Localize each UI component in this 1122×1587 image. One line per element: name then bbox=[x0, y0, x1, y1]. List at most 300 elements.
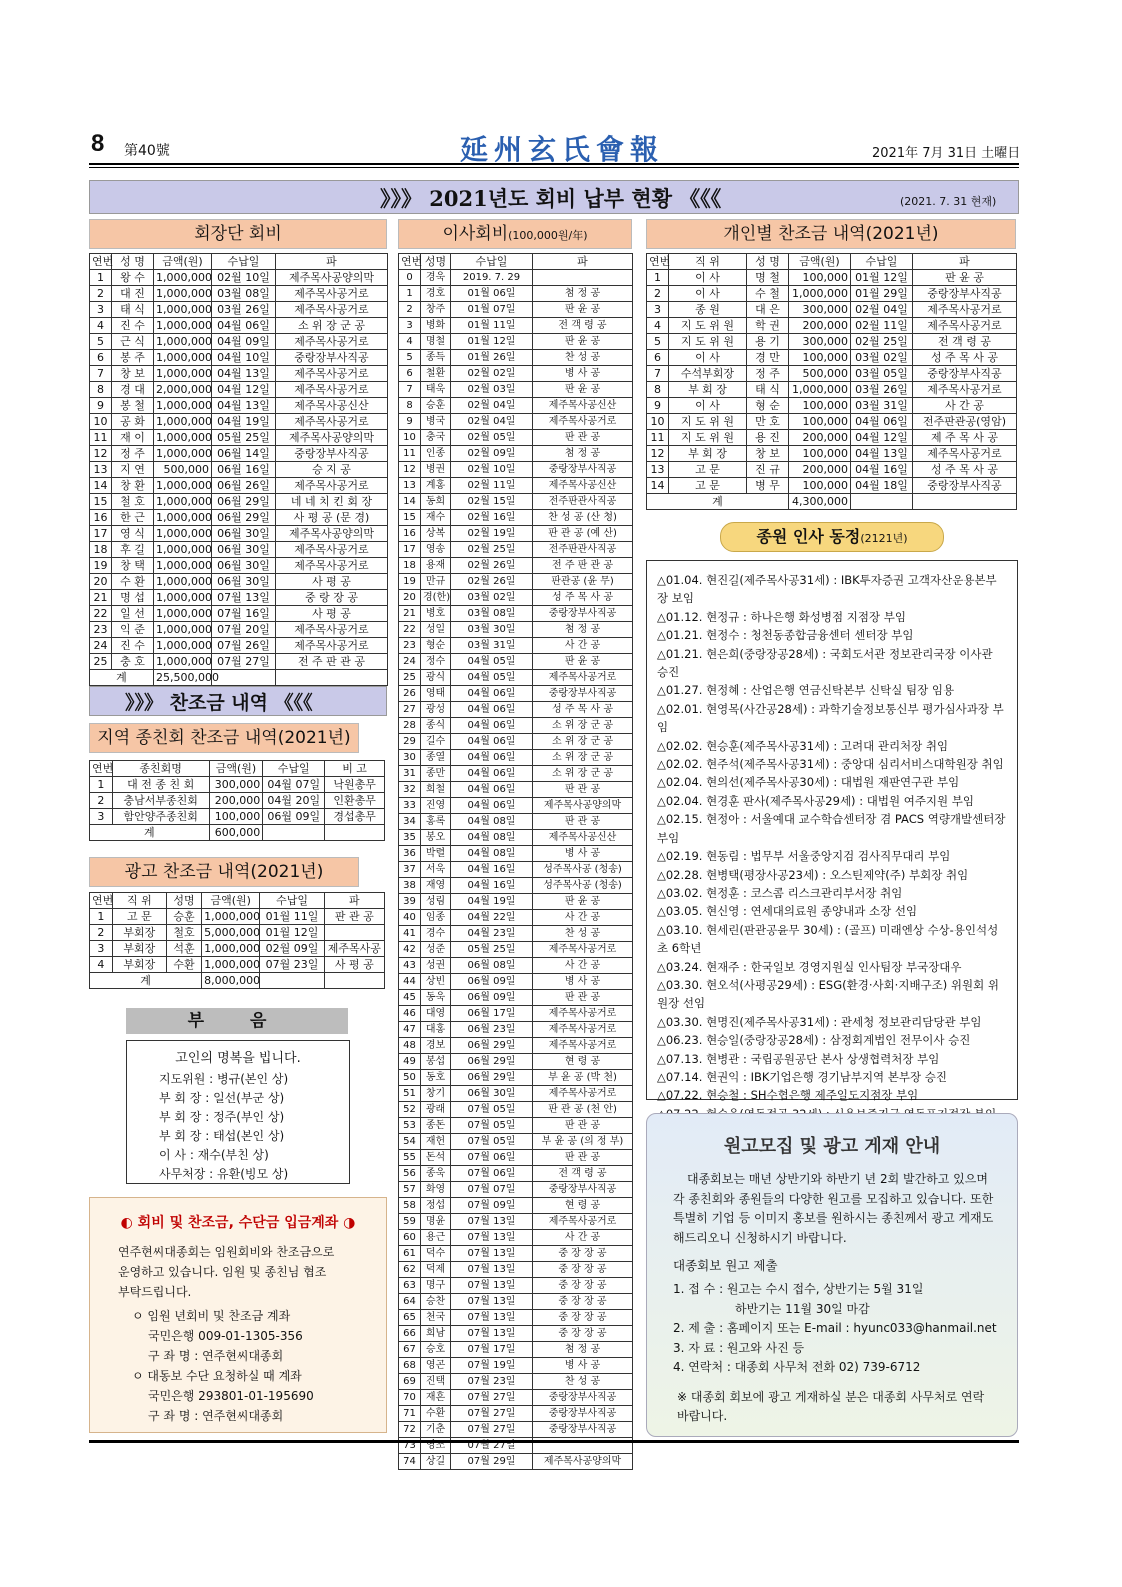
personnel-title: 종원 인사 동정 bbox=[756, 527, 861, 546]
obituary-entry: 사무처장 : 유환(빙모 상) bbox=[159, 1167, 289, 1181]
table-cell: 06월 23일 bbox=[451, 1022, 533, 1038]
table-header-cell: 파 bbox=[324, 893, 384, 909]
table-cell: 25 bbox=[90, 654, 112, 670]
table-cell: 100,000 bbox=[789, 414, 851, 430]
table-cell: 승훈 bbox=[421, 398, 451, 414]
table-row bbox=[90, 638, 388, 654]
table-header-cell: 비 고 bbox=[325, 761, 385, 777]
account-title: ◐ 회비 및 찬조금, 수단금 입금계좌 ◑ bbox=[120, 1215, 356, 1231]
table-cell: 사 간 공 bbox=[533, 638, 633, 654]
table-cell: 1,000,000 bbox=[154, 334, 212, 350]
table-cell: 36 bbox=[399, 846, 421, 862]
personnel-item: △02.04. 현의선(제주목사공30세) : 대법원 재판연구관 부임 bbox=[657, 775, 960, 790]
table-header-cell: 금액(원) bbox=[209, 761, 263, 777]
table-cell: 06월 29일 bbox=[212, 510, 276, 526]
table-row bbox=[399, 526, 633, 542]
table-cell: 인종 bbox=[421, 446, 451, 462]
table-cell: 제주목사공거로 bbox=[913, 382, 1017, 398]
table-cell: 19 bbox=[90, 558, 112, 574]
table-header-cell: 수납일 bbox=[260, 893, 324, 909]
table-row bbox=[90, 462, 388, 478]
table-cell: 제주목사공거로 bbox=[276, 638, 388, 654]
table-cell: 첨 정 공 bbox=[533, 286, 633, 302]
table-cell: 중 장 장 공 bbox=[533, 1262, 633, 1278]
table-cell: 02월 02일 bbox=[451, 366, 533, 382]
table-cell: 2 bbox=[90, 793, 113, 809]
table-cell: 덕수 bbox=[421, 1246, 451, 1262]
total-value: 25,500,000 bbox=[154, 670, 212, 686]
table-cell: 37 bbox=[399, 862, 421, 878]
table-cell: 06월 09일 bbox=[263, 809, 325, 825]
issue-date: 2021年 7月 31日 土曜日 bbox=[872, 146, 1021, 161]
table-cell: 경호 bbox=[421, 286, 451, 302]
table-row bbox=[399, 734, 633, 750]
table-cell: 중랑장부사직공 bbox=[533, 1422, 633, 1438]
table-cell: 인환총무 bbox=[325, 793, 385, 809]
table-row bbox=[399, 1182, 633, 1198]
table-cell: 25 bbox=[399, 670, 421, 686]
table-cell: 전주판관사직공 bbox=[533, 542, 633, 558]
table-header-cell: 금액(원) bbox=[789, 254, 851, 270]
table-cell: 46 bbox=[399, 1006, 421, 1022]
table-cell: 사 평 공 bbox=[276, 574, 388, 590]
table-row bbox=[90, 430, 388, 446]
table-cell: 경(한) bbox=[421, 590, 451, 606]
table-cell: 명철 bbox=[421, 334, 451, 350]
table-header-cell: 파 bbox=[276, 254, 388, 270]
table-cell: 중랑장부사직공 bbox=[533, 1390, 633, 1406]
table-cell: 1,000,000 bbox=[154, 414, 212, 430]
table-cell: 12 bbox=[647, 446, 669, 462]
table-row bbox=[399, 878, 633, 894]
table-cell: 중 랑 장 공 bbox=[276, 590, 388, 606]
table-cell: 중랑장부사직공 bbox=[533, 1182, 633, 1198]
table-cell: 04월 12일 bbox=[212, 382, 276, 398]
table-cell: 1,000,000 bbox=[154, 270, 212, 286]
table-row bbox=[90, 558, 388, 574]
personnel-item: △02.04. 현경훈 판사(제주목사공29세) : 대법원 여주지원 부임 bbox=[657, 793, 975, 808]
table-cell: 소 위 장 군 공 bbox=[533, 750, 633, 766]
personnel-box bbox=[646, 560, 1018, 1103]
table-row bbox=[647, 446, 1017, 462]
table-cell: 서욱 bbox=[421, 862, 451, 878]
obituary-entry: 이 사 : 재수(부친 상) bbox=[159, 1148, 269, 1162]
table-cell: 계홍 bbox=[421, 478, 451, 494]
table-row bbox=[399, 974, 633, 990]
table-cell: 52 bbox=[399, 1102, 421, 1118]
personnel-item: △03.05. 현신영 : 연세대의료원 종양내과 소장 선임 bbox=[657, 904, 918, 919]
table-cell: 홍록 bbox=[421, 814, 451, 830]
total-value: 4,300,000 bbox=[789, 494, 851, 510]
director-fees-title-box bbox=[398, 219, 632, 249]
table-cell: 제주목사공거로 bbox=[276, 286, 388, 302]
table-cell: 07월 26일 bbox=[212, 638, 276, 654]
account-item: 국민은행 293801-01-195690 bbox=[148, 1389, 314, 1403]
table-cell: 11 bbox=[90, 430, 112, 446]
table-cell: 성주목사공 (청송) bbox=[533, 862, 633, 878]
table-cell: 03월 08일 bbox=[451, 606, 533, 622]
table-cell bbox=[325, 825, 385, 841]
table-row bbox=[399, 766, 633, 782]
table-row bbox=[399, 1038, 633, 1054]
table-row bbox=[399, 718, 633, 734]
account-text-line: 연주현씨대종회는 임원회비와 찬조금으로 bbox=[118, 1245, 335, 1259]
table-cell: 05월 25일 bbox=[451, 942, 533, 958]
table-row bbox=[90, 350, 388, 366]
leadership-fees-title: 회장단 회비 bbox=[89, 219, 387, 249]
table-cell: 학 권 bbox=[747, 318, 789, 334]
table-cell: 66 bbox=[399, 1326, 421, 1342]
obituary-entry: 부 회 장 : 태섭(본인 상) bbox=[159, 1129, 285, 1143]
table-row bbox=[90, 622, 388, 638]
table-cell: 04월 05일 bbox=[451, 670, 533, 686]
table-cell: 정 주 bbox=[112, 446, 154, 462]
table-cell: 04월 06일 bbox=[212, 318, 276, 334]
table-cell: 철환 bbox=[421, 366, 451, 382]
table-cell: 전 주 판 관 공 bbox=[276, 654, 388, 670]
table-cell: 수환 bbox=[421, 1406, 451, 1422]
table-cell: 04월 08일 bbox=[451, 814, 533, 830]
table-cell: 11 bbox=[647, 430, 669, 446]
recruit-sub: 대종회보 원고 제출 bbox=[673, 1258, 778, 1273]
table-row bbox=[399, 590, 633, 606]
table-cell bbox=[324, 973, 384, 989]
table-cell: 22 bbox=[399, 622, 421, 638]
table-cell: 창 환 bbox=[112, 478, 154, 494]
table-cell: 성권 bbox=[421, 958, 451, 974]
table-cell: 62 bbox=[399, 1262, 421, 1278]
table-cell: 승 지 공 bbox=[276, 462, 388, 478]
table-cell: 태욱 bbox=[421, 382, 451, 398]
table-cell: 11 bbox=[399, 446, 421, 462]
table-cell: 04월 16일 bbox=[451, 878, 533, 894]
table-cell: 병화 bbox=[421, 318, 451, 334]
table-cell: 창 택 bbox=[112, 558, 154, 574]
table-cell: 박렬 bbox=[421, 846, 451, 862]
table-cell: 대홍 bbox=[421, 1022, 451, 1038]
table-cell: 9 bbox=[90, 398, 112, 414]
table-cell: 일 선 bbox=[112, 606, 154, 622]
table-header-cell: 연번 bbox=[90, 893, 113, 909]
table-cell: 07월 17일 bbox=[451, 1342, 533, 1358]
table-cell: 32 bbox=[399, 782, 421, 798]
table-cell: 1,000,000 bbox=[154, 286, 212, 302]
table-cell: 병국 bbox=[421, 414, 451, 430]
table-cell: 55 bbox=[399, 1150, 421, 1166]
table-cell: 4 bbox=[399, 334, 421, 350]
table-row bbox=[399, 1422, 633, 1438]
table-cell: 판 윤 공 bbox=[533, 894, 633, 910]
table-cell: 74 bbox=[399, 1454, 421, 1470]
table-row bbox=[399, 414, 633, 430]
table-cell: 14 bbox=[647, 478, 669, 494]
table-cell: 소 위 장 군 공 bbox=[533, 718, 633, 734]
table-row bbox=[647, 286, 1017, 302]
table-cell: 중랑장부사직공 bbox=[533, 606, 633, 622]
table-row bbox=[399, 1454, 633, 1470]
table-cell: 2,000,000 bbox=[154, 382, 212, 398]
table-cell: 전 객 령 공 bbox=[533, 318, 633, 334]
table-cell: 43 bbox=[399, 958, 421, 974]
total-label: 계 bbox=[90, 670, 154, 686]
table-header-cell: 성명 bbox=[421, 254, 451, 270]
table-row bbox=[647, 302, 1017, 318]
table-cell: 2019. 7. 29 bbox=[451, 270, 533, 286]
table-cell: 07월 27일 bbox=[451, 1438, 533, 1454]
table-cell: 06월 09일 bbox=[451, 990, 533, 1006]
table-row bbox=[399, 318, 633, 334]
table-cell: 만 호 bbox=[747, 414, 789, 430]
table-cell: 전 객 령 공 bbox=[913, 334, 1017, 350]
table-cell: 300,000 bbox=[789, 302, 851, 318]
table-cell: 69 bbox=[399, 1374, 421, 1390]
table-row bbox=[399, 446, 633, 462]
table-row bbox=[399, 1326, 633, 1342]
table-cell: 07월 20일 bbox=[212, 622, 276, 638]
total-label: 계 bbox=[90, 825, 210, 841]
table-cell bbox=[260, 973, 324, 989]
table-row bbox=[399, 1166, 633, 1182]
table-cell: 제주목사공거로 bbox=[276, 366, 388, 382]
table-row bbox=[647, 382, 1017, 398]
table-cell: 7 bbox=[399, 382, 421, 398]
table-row bbox=[399, 350, 633, 366]
personnel-item: △02.15. 현정아 : 서울예대 교수학습센터장 겸 PACS 역량개발센터장 부임 bbox=[657, 812, 1006, 845]
table-cell: 07월 13일 bbox=[451, 1262, 533, 1278]
table-cell: 판 관 공 (천 안) bbox=[533, 1102, 633, 1118]
table-cell: 재헌 bbox=[421, 1134, 451, 1150]
table-cell: 23 bbox=[90, 622, 112, 638]
table-cell: 02월 04일 bbox=[451, 398, 533, 414]
table-cell: 03월 02일 bbox=[451, 590, 533, 606]
table-header-cell: 연번 bbox=[399, 254, 421, 270]
table-cell: 8 bbox=[647, 382, 669, 398]
table-cell: 04월 06일 bbox=[451, 686, 533, 702]
table-row bbox=[90, 574, 388, 590]
table-cell: 철호 bbox=[166, 925, 201, 941]
table-cell: 01월 11일 bbox=[451, 318, 533, 334]
table-cell: 명구 bbox=[421, 1278, 451, 1294]
table-row bbox=[399, 1006, 633, 1022]
table-cell: 53 bbox=[399, 1118, 421, 1134]
table-row bbox=[399, 366, 633, 382]
table-header-cell: 성 명 bbox=[747, 254, 789, 270]
table-cell: 명 섭 bbox=[112, 590, 154, 606]
table-cell: 사 간 공 bbox=[913, 398, 1017, 414]
table-cell: 1,000,000 bbox=[154, 590, 212, 606]
table-cell: 21 bbox=[399, 606, 421, 622]
table-cell: 지 도 위 원 bbox=[669, 430, 747, 446]
table-cell: 이 사 bbox=[669, 286, 747, 302]
table-cell: 4 bbox=[90, 318, 112, 334]
table-cell: 1,000,000 bbox=[154, 494, 212, 510]
table-cell: 충 호 bbox=[112, 654, 154, 670]
table-cell: 진 규 bbox=[747, 462, 789, 478]
table-cell: 전 객 령 공 bbox=[533, 1166, 633, 1182]
table-cell: 판 관 공 bbox=[324, 909, 384, 925]
table-cell: 수석부회장 bbox=[669, 366, 747, 382]
table-cell: 50 bbox=[399, 1070, 421, 1086]
table-cell: 04월 16일 bbox=[451, 862, 533, 878]
recruit-items bbox=[673, 1280, 1017, 1378]
table-cell: 28 bbox=[399, 718, 421, 734]
table-cell: 1 bbox=[90, 909, 113, 925]
table-cell: 첨 정 공 bbox=[533, 1342, 633, 1358]
table-cell: 중 장 장 공 bbox=[533, 1326, 633, 1342]
table-header-cell: 수납일 bbox=[212, 254, 276, 270]
table-cell: 02월 25일 bbox=[851, 334, 913, 350]
table-cell: 3 bbox=[90, 302, 112, 318]
table-cell: 07월 23일 bbox=[451, 1374, 533, 1390]
table-header-cell: 연번 bbox=[90, 254, 112, 270]
table-row bbox=[399, 542, 633, 558]
table-cell: 1,000,000 bbox=[154, 350, 212, 366]
table-cell: 제주목사공신산 bbox=[533, 830, 633, 846]
table-cell: 06월 08일 bbox=[451, 958, 533, 974]
table-cell: 종식 bbox=[421, 718, 451, 734]
table-cell: 제주목사공거로 bbox=[533, 1038, 633, 1054]
table-cell: 제주목사공거로 bbox=[276, 302, 388, 318]
table-cell: 병 사 공 bbox=[533, 974, 633, 990]
obituary-box bbox=[126, 1040, 350, 1184]
table-row bbox=[399, 846, 633, 862]
table-cell: 04월 06일 bbox=[451, 798, 533, 814]
table-cell: 희철 bbox=[421, 782, 451, 798]
table-row bbox=[90, 957, 385, 973]
table-cell: 병 사 공 bbox=[533, 846, 633, 862]
table-cell: 06월 14일 bbox=[212, 446, 276, 462]
obituary-entry: 지도위원 : 병규(본인 상) bbox=[159, 1072, 289, 1086]
table-cell: 성림 bbox=[421, 894, 451, 910]
table-cell: 42 bbox=[399, 942, 421, 958]
table-cell: 2 bbox=[90, 286, 112, 302]
table-cell: 03월 30일 bbox=[451, 622, 533, 638]
table-cell: 상길 bbox=[421, 1454, 451, 1470]
table-row bbox=[647, 398, 1017, 414]
personnel-item: △01.21. 현은희(중랑장공28세) : 국회도서관 정보관리국장 이사관 승진 bbox=[657, 646, 993, 680]
table-cell: 02월 11일 bbox=[451, 478, 533, 494]
table-cell: 대 전 종 친 회 bbox=[112, 777, 209, 793]
table-cell: 철 호 bbox=[112, 494, 154, 510]
table-cell: 02월 26일 bbox=[451, 574, 533, 590]
table-header-cell: 성 명 bbox=[112, 254, 154, 270]
table-cell: 4 bbox=[90, 957, 113, 973]
table-cell: 23 bbox=[399, 638, 421, 654]
table-cell: 전주판관공(영암) bbox=[913, 414, 1017, 430]
table-cell: 1,000,000 bbox=[154, 542, 212, 558]
table-cell: 충국 bbox=[421, 430, 451, 446]
table-cell: 1,000,000 bbox=[154, 398, 212, 414]
table-cell: 33 bbox=[399, 798, 421, 814]
table-cell: 왕 수 bbox=[112, 270, 154, 286]
table-cell: 성 주 목 사 공 bbox=[533, 702, 633, 718]
table-cell: 02월 26일 bbox=[451, 558, 533, 574]
table-cell: 3 bbox=[647, 302, 669, 318]
table-cell: 승찬 bbox=[421, 1294, 451, 1310]
table-cell: 15 bbox=[90, 494, 112, 510]
table-cell: 54 bbox=[399, 1134, 421, 1150]
table-cell: 경 만 bbox=[747, 350, 789, 366]
personnel-item: △03.30. 현오석(사평공29세) : ESG(환경·사회·지배구조) 위원회 위원장 선임 bbox=[657, 977, 1000, 1011]
table-cell: 04월 06일 bbox=[451, 734, 533, 750]
table-row bbox=[399, 574, 633, 590]
table-cell: 2 bbox=[90, 925, 113, 941]
table-row bbox=[90, 366, 388, 382]
table-cell: 정수 bbox=[421, 654, 451, 670]
table-cell: 사 평 공 bbox=[276, 606, 388, 622]
table-cell: 석훈 bbox=[166, 941, 201, 957]
table-header-cell: 금액(원) bbox=[202, 893, 260, 909]
table-cell: 1,000,000 bbox=[154, 526, 212, 542]
table-cell: 형순 bbox=[421, 638, 451, 654]
table-cell: 200,000 bbox=[789, 318, 851, 334]
table-cell: 제주목사공양의막 bbox=[533, 798, 633, 814]
account-item: ㅇ 임원 년회비 및 찬조금 계좌 bbox=[132, 1309, 291, 1323]
table-cell: 07월 13일 bbox=[451, 1294, 533, 1310]
table-row bbox=[399, 334, 633, 350]
table-cell: 07월 29일 bbox=[451, 1454, 533, 1470]
table-row bbox=[399, 1310, 633, 1326]
table-cell: 전 주 판 관 공 bbox=[533, 558, 633, 574]
table-cell: 14 bbox=[90, 478, 112, 494]
table-cell: 대 진 bbox=[112, 286, 154, 302]
table-cell bbox=[212, 670, 276, 686]
table-cell: 100,000 bbox=[789, 446, 851, 462]
table-row bbox=[90, 606, 388, 622]
table-cell: 1,000,000 bbox=[202, 909, 260, 925]
table-cell: 제주목사공양의막 bbox=[276, 270, 388, 286]
table-cell bbox=[324, 925, 384, 941]
table-row bbox=[399, 1294, 633, 1310]
table-cell: 04월 08일 bbox=[451, 846, 533, 862]
table-header-cell: 금액(원) bbox=[154, 254, 212, 270]
recruit-item: 1. 접 수 : 원고는 수시 접수, 상반기는 5월 31일 bbox=[673, 1282, 924, 1296]
table-cell: 60 bbox=[399, 1230, 421, 1246]
table-row bbox=[90, 286, 388, 302]
table-row bbox=[399, 1054, 633, 1070]
table-row bbox=[399, 1278, 633, 1294]
table-cell: 03월 26일 bbox=[212, 302, 276, 318]
table-cell: 04월 19일 bbox=[212, 414, 276, 430]
table-cell: 04월 22일 bbox=[451, 910, 533, 926]
recruit-body: 대종회보는 매년 상반기와 하반기 년 2회 발간하고 있으며 각 종친회와 종원들의 다양한 원고를 모집하고 있습니다. 또한 특별히 기업 등 이미지 홍보를 원하시는 종친께서 광고 게재도 해드리오니 신청하시기 바랍니다. bbox=[673, 1172, 994, 1245]
table-row bbox=[399, 1342, 633, 1358]
table-cell: 대 은 bbox=[747, 302, 789, 318]
table-cell: 01월 12일 bbox=[851, 270, 913, 286]
table-cell: 1,000,000 bbox=[154, 302, 212, 318]
table-cell: 20 bbox=[399, 590, 421, 606]
table-cell: 07월 13일 bbox=[212, 590, 276, 606]
table-cell: 04월 16일 bbox=[851, 462, 913, 478]
table-row bbox=[90, 302, 388, 318]
table-row bbox=[647, 350, 1017, 366]
table-cell: 71 bbox=[399, 1406, 421, 1422]
table-cell: 1,000,000 bbox=[202, 941, 260, 957]
table-cell: 06월 30일 bbox=[451, 1086, 533, 1102]
table-row bbox=[399, 670, 633, 686]
table-row bbox=[90, 654, 388, 670]
table-cell: 10 bbox=[90, 414, 112, 430]
table-cell: 태 식 bbox=[747, 382, 789, 398]
personnel-item: △01.27. 현정혜 : 산업은행 연금신탁본부 신탁실 팀장 임용 bbox=[657, 683, 955, 698]
personnel-item: △06.23. 현승일(중랑장공28세) : 삼정회계법인 전무이사 승진 bbox=[657, 1033, 971, 1048]
table-cell: 02월 05일 bbox=[451, 430, 533, 446]
table-cell: 영 식 bbox=[112, 526, 154, 542]
table-total-row bbox=[647, 494, 1017, 510]
table-cell: 01월 26일 bbox=[451, 350, 533, 366]
table-cell: 종욱 bbox=[421, 1166, 451, 1182]
table-cell: 10 bbox=[399, 430, 421, 446]
